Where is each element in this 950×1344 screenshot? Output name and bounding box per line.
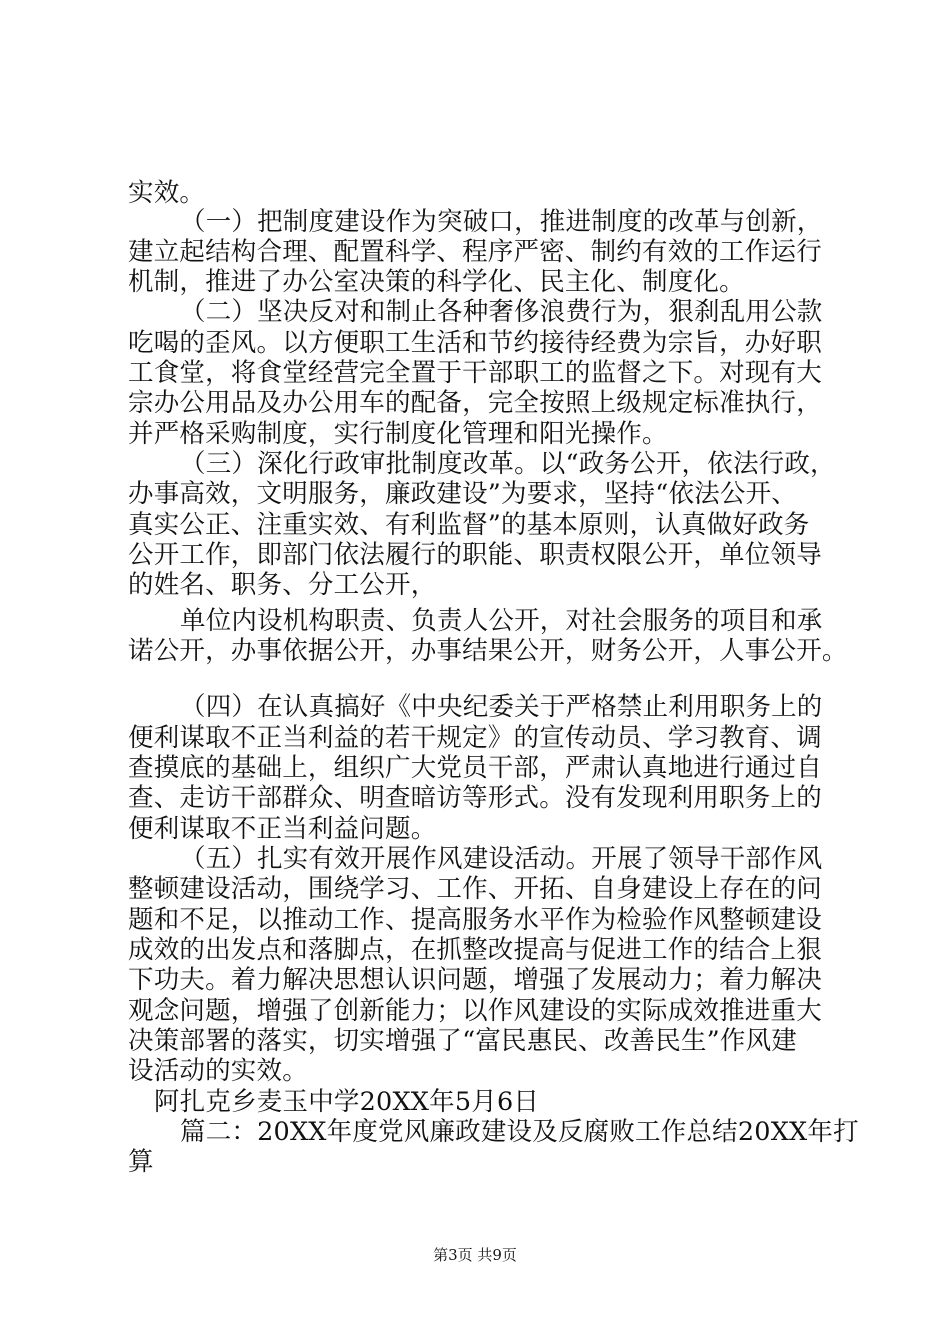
- text-line: 题和不足，以推动工作、提高服务水平作为检验作风整顿建设: [128, 905, 822, 935]
- text-line: 并严格采购制度，实行制度化管理和阳光操作。: [128, 419, 668, 449]
- text-line: 机制，推进了办公室决策的科学化、民主化、制度化。: [128, 267, 745, 297]
- text-line: （二）坚决反对和制止各种奢侈浪费行为，狠刹乱用公款: [180, 297, 823, 327]
- text-line: 整顿建设活动，围绕学习、工作、开拓、自身建设上存在的问: [128, 874, 822, 904]
- text-line: 公开工作，即部门依法履行的职能、职责权限公开，单位领导: [128, 540, 822, 570]
- text-line: 设活动的实效。: [128, 1056, 308, 1086]
- text-line: 查、走访干部群众、明查暗访等形式。没有发现利用职务上的: [128, 783, 822, 813]
- text-line: 观念问题，增强了创新能力；以作风建设的实际成效推进重大: [128, 996, 822, 1026]
- signature-line: 阿扎克乡麦玉中学20XX年5月6日: [154, 1087, 540, 1117]
- text-line: 单位内设机构职责、负责人公开，对社会服务的项目和承: [180, 606, 823, 636]
- text-line: 诺公开，办事依据公开，办事结果公开，财务公开，人事公开。: [128, 636, 848, 666]
- text-line: 成效的出发点和落脚点，在抓整改提高与促进工作的结合上狠: [128, 935, 822, 965]
- text-line: 便利谋取不正当利益问题。: [128, 814, 437, 844]
- text-line: （五）扎实有效开展作风建设活动。开展了领导干部作风: [180, 844, 823, 874]
- text-line: 的姓名、职务、分工公开，: [128, 570, 437, 600]
- text-line: 下功夫。着力解决思想认识问题，增强了发展动力；着力解决: [128, 965, 822, 995]
- text-line: （四）在认真搞好《中央纪委关于严格禁止利用职务上的: [180, 692, 823, 722]
- text-line: 查摸底的基础上，组织广大党员干部，严肃认真地进行通过自: [128, 753, 822, 783]
- text-line: 便利谋取不正当利益的若干规定》的宣传动员、学习教育、调: [128, 723, 822, 753]
- text-line: 吃喝的歪风。以方便职工生活和节约接待经费为宗旨，办好职: [128, 328, 822, 358]
- section-heading: 篇二：20XX年度党风廉政建设及反腐败工作总结20XX年打: [180, 1117, 859, 1147]
- page-number-footer: 第3页 共9页: [433, 1246, 517, 1264]
- text-line: （一）把制度建设作为突破口，推进制度的改革与创新，: [180, 207, 823, 237]
- text-line: 工食堂，将食堂经营完全置于干部职工的监督之下。对现有大: [128, 358, 822, 388]
- text-line: 实效。: [128, 178, 206, 208]
- text-line: （三）深化行政审批制度改革。以“政务公开，依法行政，: [180, 449, 836, 479]
- text-line: 办事高效，文明服务，廉政建设”为要求，坚持“依法公开、: [128, 479, 797, 509]
- section-heading-continued: 算: [128, 1147, 154, 1177]
- text-line: 宗办公用品及办公用车的配备，完全按照上级规定标准执行，: [128, 388, 822, 418]
- text-line: 决策部署的落实，切实增强了“富民惠民、改善民生”作风建: [128, 1026, 797, 1056]
- text-line: 建立起结构合理、配置科学、程序严密、制约有效的工作运行: [128, 237, 822, 267]
- text-line: 真实公正、注重实效、有利监督”的基本原则，认真做好政务: [128, 510, 810, 540]
